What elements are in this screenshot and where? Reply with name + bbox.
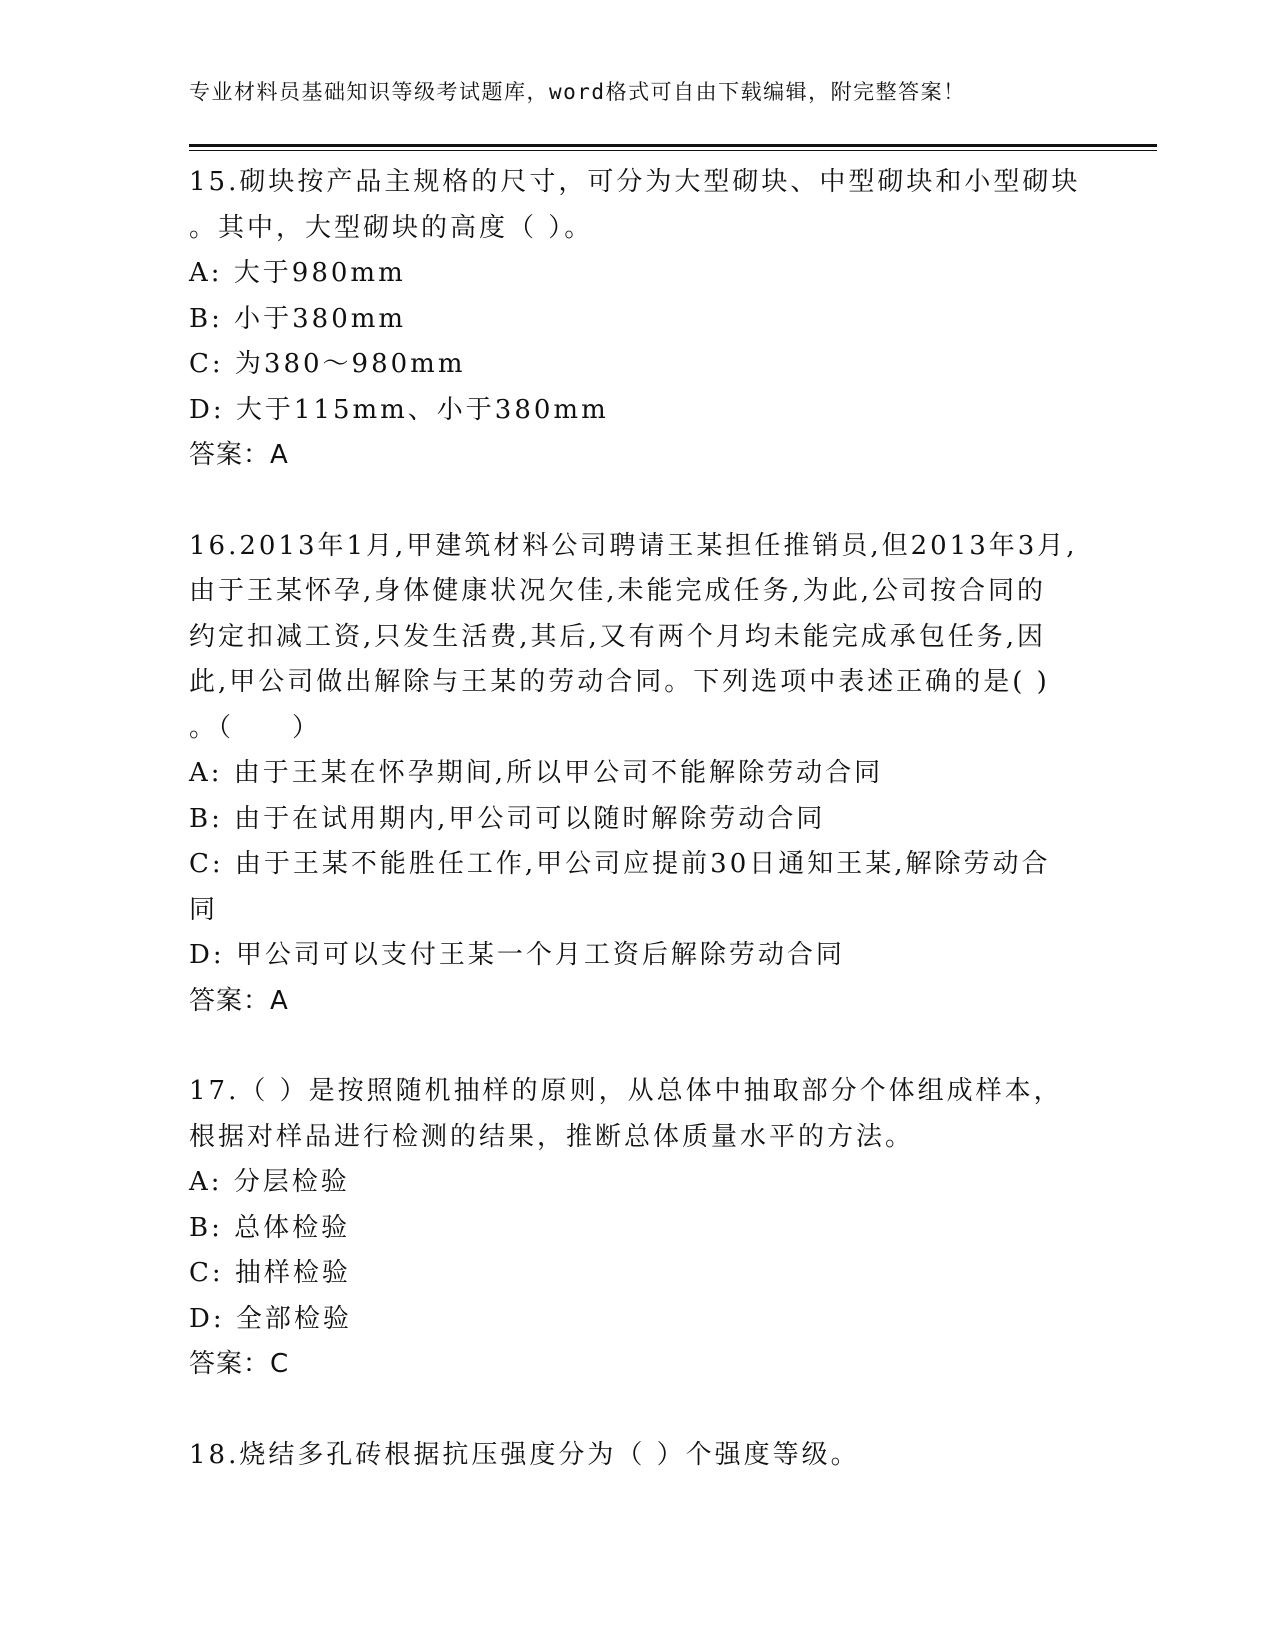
question-text-line: 。其中，大型砌块的高度（ ）。 xyxy=(189,212,594,243)
page-header: 专业材料员基础知识等级考试题库，word格式可自由下载编辑，附完整答案！ xyxy=(189,80,966,104)
question-text-line: 18.烧结多孔砖根据抗压强度分为（ ）个强度等级。 xyxy=(189,1439,860,1470)
option-c: C: 为380～980mm xyxy=(189,349,466,379)
answer: 答案：A xyxy=(189,985,289,1016)
option-a: A: 由于王某在怀孕期间,所以甲公司不能解除劳动合同 xyxy=(189,758,884,788)
option-c-continued: 同 xyxy=(189,894,219,925)
question-18 xyxy=(189,1433,1089,1479)
option-d: D: 全部检验 xyxy=(189,1303,352,1334)
option-a: A: 分层检验 xyxy=(189,1167,350,1197)
option-a: A: 大于980mm xyxy=(189,258,406,288)
question-list xyxy=(189,160,1089,1478)
question-17 xyxy=(189,1069,1089,1388)
answer: 答案：C xyxy=(189,1349,290,1379)
question-text-line: 由于王某怀孕,身体健康状况欠佳,未能完成任务,为此,公司按合同的 xyxy=(189,576,1047,606)
option-c: C: 由于王某不能胜任工作,甲公司应提前30日通知王某,解除劳动合 xyxy=(189,849,1051,879)
option-b: B: 由于在试用期内,甲公司可以随时解除劳动合同 xyxy=(189,803,826,834)
question-text-line: 约定扣减工资,只发生活费,其后,又有两个月均未能完成承包任务,因 xyxy=(189,621,1047,652)
question-text-line: 17.（ ）是按照随机抽样的原则，从总体中抽取部分个体组成样本， xyxy=(189,1076,1063,1106)
option-d: D: 大于115mm、小于380mm xyxy=(189,394,609,425)
option-c: C: 抽样检验 xyxy=(189,1258,351,1288)
option-b: B: 小于380mm xyxy=(189,303,407,334)
option-d: D: 甲公司可以支付王某一个月工资后解除劳动合同 xyxy=(189,940,845,970)
question-text-line: 此,甲公司做出解除与王某的劳动合同。下列选项中表述正确的是( ) xyxy=(189,667,1050,697)
question-text-line: 。（ ） xyxy=(189,712,322,743)
header-rule-thick xyxy=(189,144,1157,147)
answer: 答案：A xyxy=(189,440,289,470)
question-15 xyxy=(189,160,1089,479)
option-b: B: 总体检验 xyxy=(189,1212,351,1243)
question-16 xyxy=(189,524,1089,1025)
header-rule-thin xyxy=(189,150,1157,151)
question-text-line: 根据对样品进行检测的结果，推断总体质量水平的方法。 xyxy=(189,1121,915,1152)
question-text-line: 15.砌块按产品主规格的尺寸，可分为大型砌块、中型砌块和小型砌块 xyxy=(189,167,1081,197)
question-text-line: 16.2013年1月,甲建筑材料公司聘请王某担任推销员,但2013年3月, xyxy=(189,530,1078,561)
